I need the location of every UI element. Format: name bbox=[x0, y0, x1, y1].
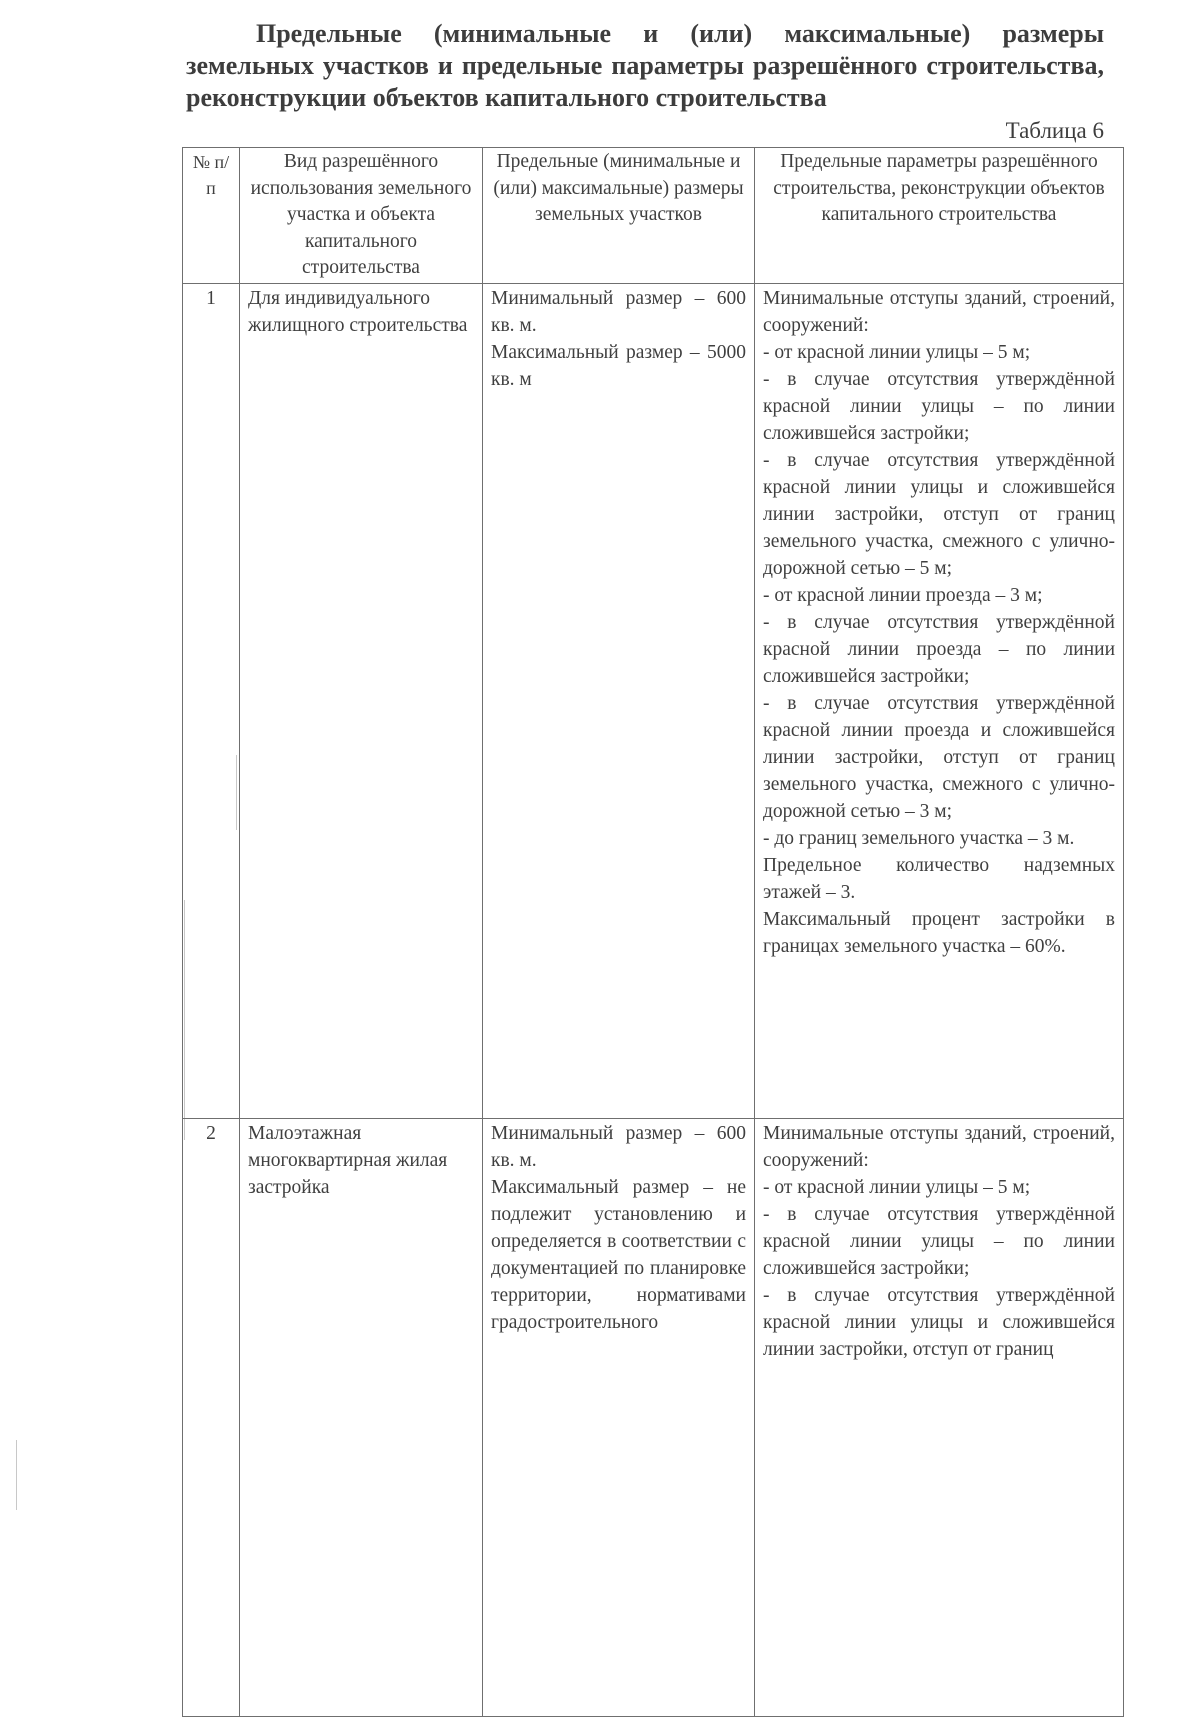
param-line: - в случае отсутствия утверждённой красной линии улицы и сложившейся линии застройки, отступ от границ земельного участка, смежного с улично-дорожной сетью – 5 м; bbox=[763, 449, 1115, 579]
param-line: - в случае отсутствия утверждённой красной линии улицы – по линии сложившейся застройки; bbox=[763, 1203, 1115, 1279]
table-row bbox=[183, 1118, 1124, 1716]
row-number: 2 bbox=[183, 1118, 240, 1716]
size-line: Минимальный размер – 600 кв. м. bbox=[491, 287, 746, 336]
size-line: Максимальный размер – не подлежит установлению и определяется в соответствии с документацией по планировке территории, нормативами градостроительного bbox=[491, 1176, 746, 1333]
param-line: Минимальные отступы зданий, строений, сооружений: bbox=[763, 1122, 1115, 1171]
param-line: - в случае отсутствия утверждённой красной линии улицы – по линии сложившейся застройки; bbox=[763, 368, 1115, 444]
param-line: - от красной линии улицы – 5 м; bbox=[763, 1176, 1031, 1198]
row-number: 1 bbox=[183, 283, 240, 1118]
use-type-cell: Малоэтажная многоквартирная жилая застройка bbox=[240, 1118, 483, 1716]
param-line: - в случае отсутствия утверждённой красной линии проезда и сложившейся линии застройки, отступ от границ земельного участка, смежного с улично-дорожной сетью – 3 м; bbox=[763, 692, 1115, 822]
plot-sizes-cell bbox=[483, 283, 755, 1118]
header-construction-params: Предельные параметры разрешённого строительства, реконструкции объектов капитального строительства bbox=[755, 148, 1124, 284]
construction-params-cell bbox=[755, 1118, 1124, 1716]
param-line: Максимальный процент застройки в границах земельного участка – 60%. bbox=[763, 908, 1115, 957]
header-plot-sizes: Предельные (минимальные и (или) максимальные) размеры земельных участков bbox=[483, 148, 755, 284]
param-line: - до границ земельного участка – 3 м. bbox=[763, 827, 1075, 849]
param-line: - от красной линии проезда – 3 м; bbox=[763, 584, 1043, 606]
header-use-type: Вид разрешённого использования земельного участка и объекта капитального строительства bbox=[240, 148, 483, 284]
plot-sizes-cell bbox=[483, 1118, 755, 1716]
parameters-table bbox=[182, 147, 1124, 1717]
table-header-row bbox=[183, 148, 1124, 284]
header-number: № п/п bbox=[183, 148, 240, 284]
param-line: Минимальные отступы зданий, строений, сооружений: bbox=[763, 287, 1115, 336]
table-label: Таблица 6 bbox=[1005, 118, 1104, 143]
document-title: Предельные (минимальные и (или) максимальные) размеры земельных участков и предельные параметры разрешённого строительства, реконструкции объектов капитального строительства bbox=[186, 19, 1104, 112]
param-line: - от красной линии улицы – 5 м; bbox=[763, 341, 1031, 363]
param-line: Предельное количество надземных этажей – 3. bbox=[763, 854, 1115, 903]
construction-params-cell bbox=[755, 283, 1124, 1118]
scan-edge-mark bbox=[16, 1440, 17, 1510]
size-line: Минимальный размер – 600 кв. м. bbox=[491, 1122, 746, 1171]
param-line: - в случае отсутствия утверждённой красной линии улицы и сложившейся линии застройки, отступ от границ bbox=[763, 1284, 1115, 1360]
param-line: - в случае отсутствия утверждённой красной линии проезда – по линии сложившейся застройки; bbox=[763, 611, 1115, 687]
table-row bbox=[183, 283, 1124, 1118]
size-line: Максимальный размер – 5000 кв. м bbox=[491, 341, 746, 390]
use-type-cell: Для индивидуального жилищного строительства bbox=[240, 283, 483, 1118]
